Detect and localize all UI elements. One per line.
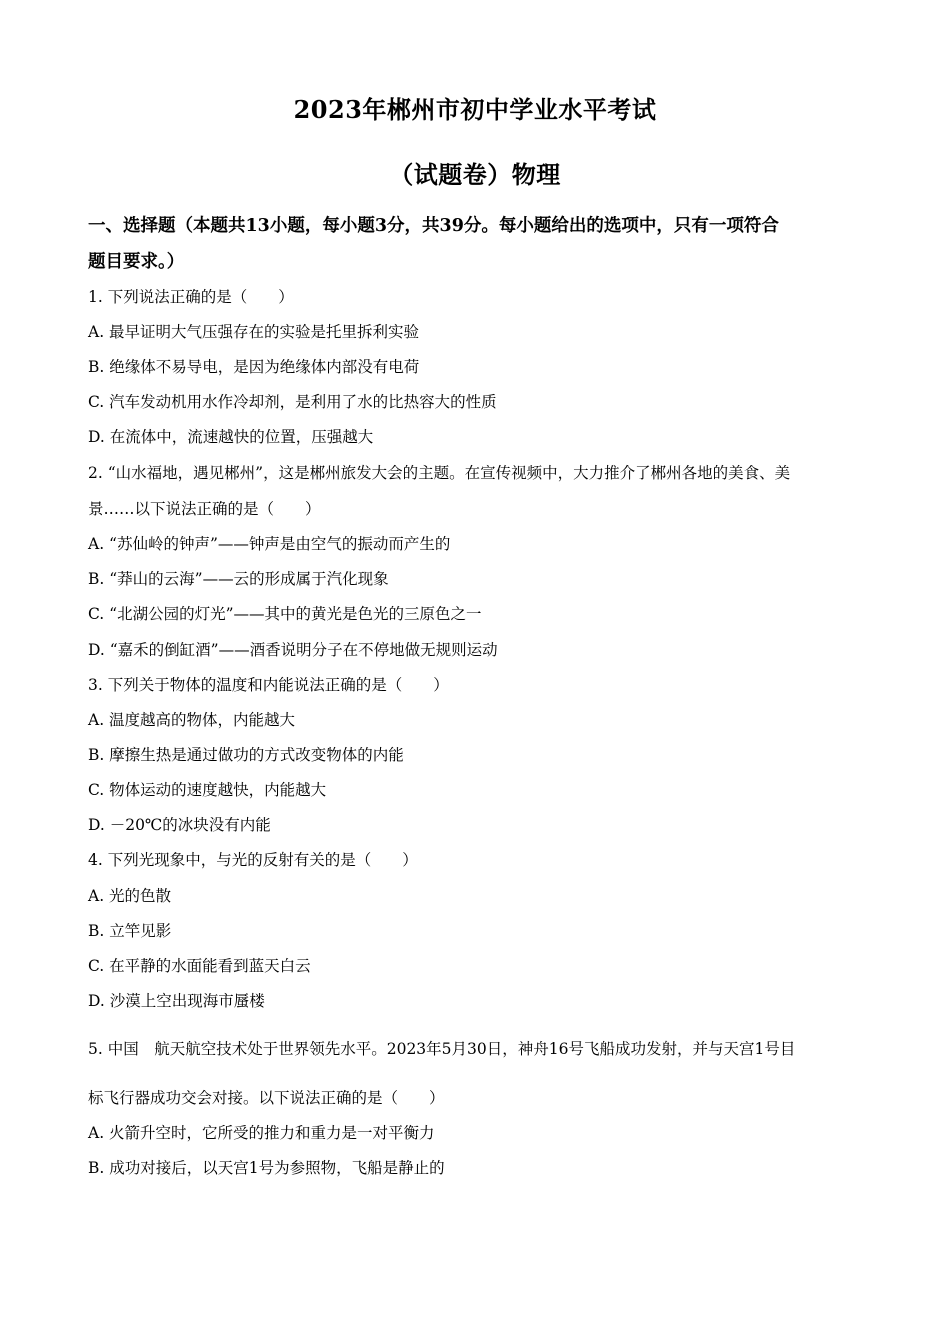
question-1-stem: 1. 下列说法正确的是（ ） <box>88 288 294 306</box>
question-4-option-d: D. 沙漠上空出现海市蜃楼 <box>88 992 265 1010</box>
question-1-option-c: C. 汽车发动机用水作冷却剂，是利用了水的比热容大的性质 <box>88 393 497 411</box>
page-title: 2023年郴州市初中学业水平考试 <box>293 95 657 124</box>
question-2-stem-line-2: 景……以下说法正确的是（ ） <box>88 500 321 518</box>
question-3-option-d: D. －20℃的冰块没有内能 <box>88 816 271 834</box>
question-1-option-d: D. 在流体中，流速越快的位置，压强越大 <box>88 428 374 446</box>
question-2-option-a: A. “苏仙岭的钟声”——钟声是由空气的振动而产生的 <box>88 535 451 553</box>
question-4-stem: 4. 下列光现象中，与光的反射有关的是（ ） <box>88 851 418 869</box>
question-5-option-b: B. 成功对接后，以天宫1号为参照物，飞船是静止的 <box>88 1159 445 1177</box>
question-3-option-a: A. 温度越高的物体，内能越大 <box>88 711 296 729</box>
question-5-stem-line-2: 标飞行器成功交会对接。以下说法正确的是（ ） <box>88 1089 445 1107</box>
section-heading-line-1: 一、选择题（本题共13小题，每小题3分，共39分。每小题给出的选项中，只有一项符合 <box>88 216 779 236</box>
question-2-option-d: D. “嘉禾的倒缸酒”——酒香说明分子在不停地做无规则运动 <box>88 641 498 659</box>
question-3-stem: 3. 下列关于物体的温度和内能说法正确的是（ ） <box>88 676 449 694</box>
question-4-option-c: C. 在平静的水面能看到蓝天白云 <box>88 957 311 975</box>
question-3-option-b: B. 摩擦生热是通过做功的方式改变物体的内能 <box>88 746 404 764</box>
question-1-option-a: A. 最早证明大气压强存在的实验是托里拆利实验 <box>88 323 420 341</box>
question-4-option-a: A. 光的色散 <box>88 887 172 905</box>
page-subtitle: （试题卷）物理 <box>389 160 561 189</box>
question-3-option-c: C. 物体运动的速度越快，内能越大 <box>88 781 327 799</box>
question-5-option-a: A. 火箭升空时，它所受的推力和重力是一对平衡力 <box>88 1124 435 1142</box>
question-4-option-b: B. 立竿见影 <box>88 922 172 940</box>
section-heading-line-2: 题目要求。） <box>88 252 185 272</box>
question-1-option-b: B. 绝缘体不易导电，是因为绝缘体内部没有电荷 <box>88 358 420 376</box>
question-2-option-c: C. “北湖公园的灯光”——其中的黄光是色光的三原色之一 <box>88 605 482 623</box>
question-2-option-b: B. “莽山的云海”——云的形成属于汽化现象 <box>88 570 389 588</box>
question-2-stem-line-1: 2. “山水福地，遇见郴州”，这是郴州旅发大会的主题。在宣传视频中，大力推介了郴州各地的美食、美 <box>88 464 791 482</box>
question-5-stem-line-1: 5. 中国 航天航空技术处于世界领先水平。2023年5月30日，神舟16号飞船成功发射，并与天宫1号目 <box>88 1040 796 1058</box>
